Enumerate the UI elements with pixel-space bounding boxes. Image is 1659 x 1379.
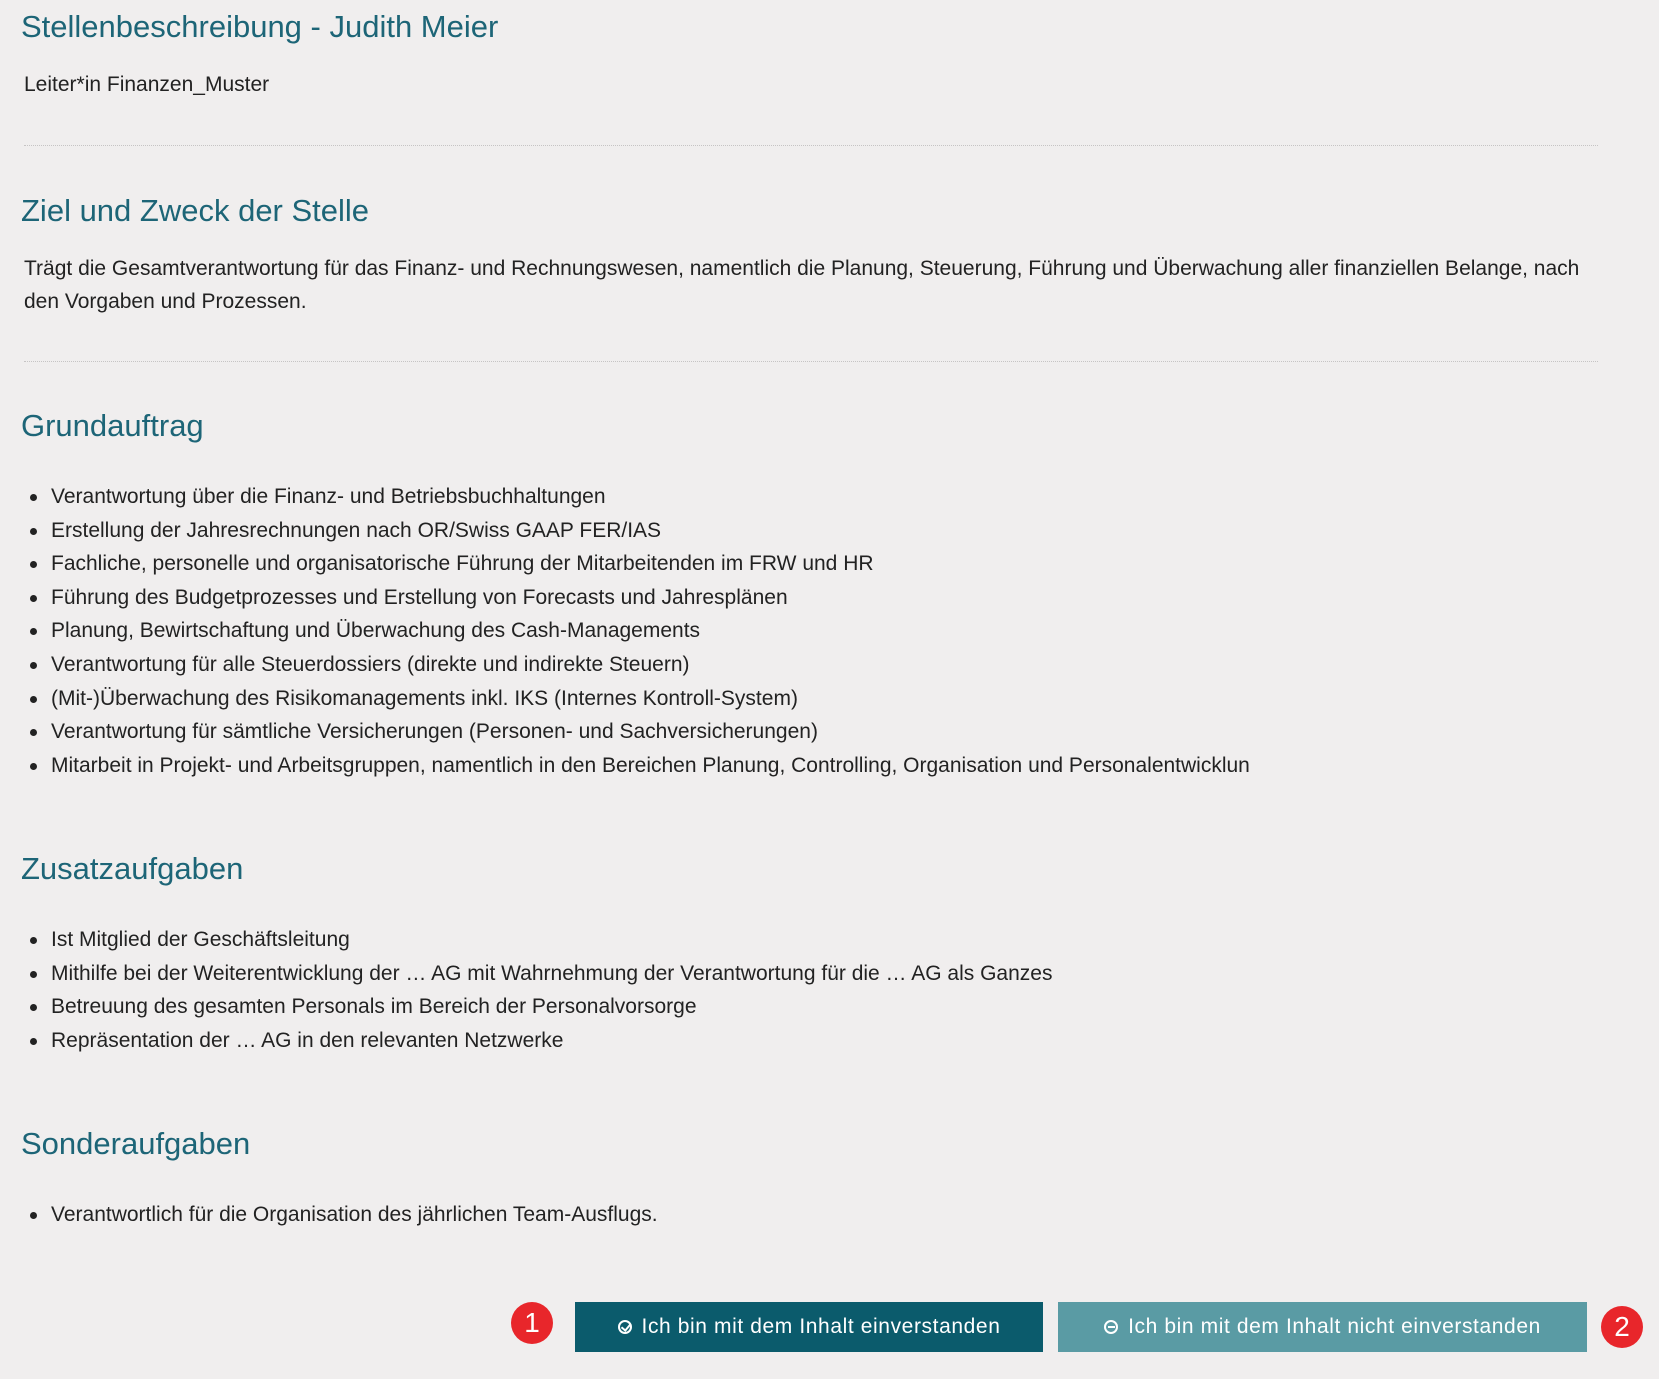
divider (24, 361, 1598, 362)
purpose-text: Trägt die Gesamtverantwortung für das Finanz- und Rechnungswesen, namentlich die Planung, Steuerung, Führung und Überwachung aller finanziellen Belange, nach den Vorgaben und Prozessen. (24, 257, 1580, 313)
annotation-marker-1: 1 (511, 1302, 553, 1344)
list-item: Verantwortung für alle Steuerdossiers (direkte und indirekte Steuern) (0, 648, 1250, 682)
list-item: Führung des Budgetprozesses und Erstellung von Forecasts und Jahresplänen (0, 581, 1250, 615)
list-item: Mithilfe bei der Weiterentwicklung der … AG mit Wahrnehmung der Verantwortung für die … AG als Ganzes (0, 957, 1052, 991)
section-heading-additional-tasks: Zusatzaufgaben (21, 851, 244, 886)
special-tasks-list (0, 1198, 658, 1232)
annotation-marker-2: 2 (1601, 1306, 1643, 1348)
job-title: Leiter*in Finanzen_Muster (24, 73, 270, 96)
basic-task-list (0, 480, 1250, 782)
agree-button[interactable] (575, 1302, 1043, 1352)
list-item: Fachliche, personelle und organisatorische Führung der Mitarbeitenden im FRW und HR (0, 547, 1250, 581)
list-item: Verantwortung über die Finanz- und Betriebsbuchhaltungen (0, 480, 1250, 514)
page-title: Stellenbeschreibung - Judith Meier (21, 9, 499, 44)
list-item: (Mit-)Überwachung des Risikomanagements inkl. IKS (Internes Kontroll-System) (0, 682, 1250, 716)
list-item: Verantwortung für sämtliche Versicherungen (Personen- und Sachversicherungen) (0, 715, 1250, 749)
disagree-button-label: Ich bin mit dem Inhalt nicht einverstanden (1128, 1315, 1541, 1338)
list-item: Mitarbeit in Projekt- und Arbeitsgruppen, namentlich in den Bereichen Planung, Controlling, Organisation und Personalentwicklun (0, 749, 1250, 783)
section-heading-basic-task: Grundauftrag (21, 408, 204, 443)
additional-tasks-list (0, 923, 1052, 1057)
list-item: Ist Mitglied der Geschäftsleitung (0, 923, 1052, 957)
disagree-button[interactable] (1058, 1302, 1587, 1352)
section-heading-special-tasks: Sonderaufgaben (21, 1126, 251, 1161)
list-item: Planung, Bewirtschaftung und Überwachung des Cash-Managements (0, 614, 1250, 648)
minus-circle-icon (1104, 1320, 1118, 1334)
check-circle-icon (618, 1320, 632, 1334)
list-item: Repräsentation der … AG in den relevanten Netzwerke (0, 1024, 1052, 1058)
section-heading-purpose: Ziel und Zweck der Stelle (21, 193, 370, 228)
list-item: Verantwortlich für die Organisation des jährlichen Team-Ausflugs. (0, 1198, 658, 1232)
list-item: Betreuung des gesamten Personals im Bereich der Personalvorsorge (0, 990, 1052, 1024)
divider (24, 145, 1598, 146)
agree-button-label: Ich bin mit dem Inhalt einverstanden (641, 1315, 1001, 1338)
list-item: Erstellung der Jahresrechnungen nach OR/Swiss GAAP FER/IAS (0, 514, 1250, 548)
